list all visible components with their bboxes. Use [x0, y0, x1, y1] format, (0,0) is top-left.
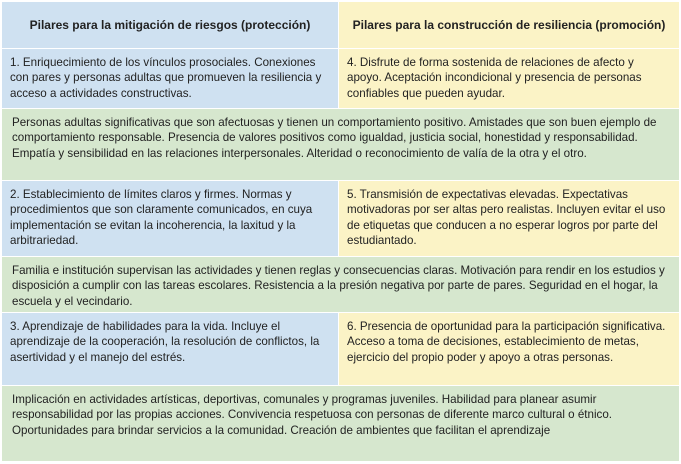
table-row — [2, 386, 679, 462]
table-row — [2, 109, 679, 181]
pillar-2-cell: 2. Establecimiento de límites claros y firmes. Normas y procedimientos que son claramente comunicados, en cuya implementación se evitan la incoherencia, la laxitud y la arbitrariedad. — [2, 181, 338, 256]
pillar-3-cell: 3. Aprendizaje de habilidades para la vida. Incluye el aprendizaje de la cooperación, la resolución de conflictos, la asertividad y el manejo del estrés. — [2, 313, 338, 385]
table-row — [2, 257, 679, 313]
header-promotion: Pilares para la construcción de resiliencia (promoción) — [339, 2, 679, 48]
resilience-pillars-table — [2, 2, 679, 462]
header-protection: Pilares para la mitigación de riesgos (protección) — [2, 2, 338, 48]
pillar-4-cell: 4. Disfrute de forma sostenida de relaciones de afecto y apoyo. Aceptación incondicional y presencia de personas confiables que pueden ayudar. — [339, 49, 679, 108]
pillar-1-cell: 1. Enriquecimiento de los vínculos prosociales. Conexiones con pares y personas adultas que promueven la resiliencia y acceso a actividades constructivas. — [2, 49, 338, 108]
table-row — [2, 49, 679, 109]
pillar-5-cell: 5. Transmisión de expectativas elevadas. Expectativas motivadoras por ser altas pero realistas. Incluyen evitar el uso de etiquetas que conducen a no esperar logros por parte del estudiantado. — [339, 181, 679, 256]
shared-description-1: Personas adultas significativas que son afectuosas y tienen un comportamiento positivo. Amistades que son buen ejemplo de comportamiento responsable. Presencia de valores positivos como igualdad, justicia social, honestidad y responsabilidad. Empatía y sensibilidad en las relaciones interpersonales. Alteridad o reconocimiento de valía de la otra y el otro. — [2, 109, 679, 180]
table-row — [2, 313, 679, 386]
table-header-row — [2, 2, 679, 49]
pillar-6-cell: 6. Presencia de oportunidad para la participación significativa. Acceso a toma de decisiones, establecimiento de metas, ejercicio del propio poder y apoyo a otras personas. — [339, 313, 679, 385]
table-row — [2, 181, 679, 257]
shared-description-3: Implicación en actividades artísticas, deportivas, comunales y programas juveniles. Habilidad para planear asumir responsabilidad por las propias acciones. Convivencia respetuosa con personas de diferente marco cultural o étnico. Oportunidades para brindar servicios a la comunidad. Creación de ambientes que facilitan el aprendizaje — [2, 386, 679, 461]
shared-description-2: Familia e institución supervisan las actividades y tienen reglas y consecuencias claras. Motivación para rendir en los estudios y disposición a cumplir con las tareas escolares. Resistencia a la presión negativa por parte de pares. Seguridad en el hogar, la escuela y el vecindario. — [2, 257, 679, 312]
